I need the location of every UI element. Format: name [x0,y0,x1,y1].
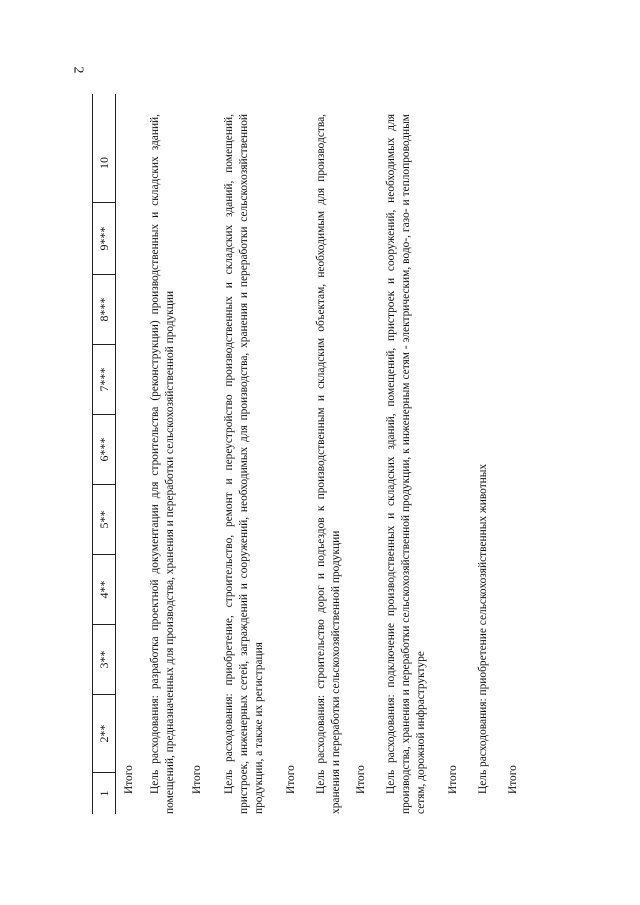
header-cell-8: 8*** [93,274,115,344]
purpose-row: Цель расходования: подключение производственных и складских зданий, помещений, пристроек и сооружений, необходимых для производства, хранения и переработки сельскохозяйственной продукции, к инженерным сетям - электрическим, водо-, газо- и теплопроводным сетям, дорожной инфраструктуре [385,114,427,814]
purpose-row: Цель расходования: приобретение сельскохозяйственных животных [477,463,489,794]
total-row: Итого [123,765,135,794]
total-row: Итого [191,765,203,794]
total-row: Итого [285,765,297,794]
total-row: Итого [507,765,519,794]
total-row: Итого [447,765,459,794]
header-cell-3: 3** [93,624,115,694]
total-row: Итого [355,765,367,794]
header-cell-2: 2** [93,694,115,772]
header-cell-7: 7*** [93,344,115,414]
rotated-table [92,94,552,814]
table-header-row [92,94,116,814]
purpose-row: Цель расходования: строительство дорог и подъездов к производственным и складским объектам, необходимым для производства, хранения и переработки сельскохозяйственной продукции [315,114,342,814]
header-cell-4: 4** [93,554,115,624]
purpose-row: Цель расходования: приобретение, строительство, ремонт и переустройство производственных и складских зданий, помещений, пристроек, инженерных сетей, заграждений и сооружений, необходимых для производства, хранения и переработки сельскохозяйственной продукции, а также их регистрация [223,114,265,814]
purpose-row: Цель расходования: разработка проектной документации для строительства (реконструкции) производственных и складских зданий, помещений, предназначенных для производства, хранения и переработки сельскохозяйственной продукции [149,114,176,814]
header-cell-6: 6*** [93,414,115,484]
header-cell-9: 9*** [93,202,115,274]
page-number: 2 [70,66,86,74]
header-cell-1: 1 [93,772,115,814]
header-cell-5: 5** [93,484,115,554]
header-cell-10: 10 [96,157,111,169]
